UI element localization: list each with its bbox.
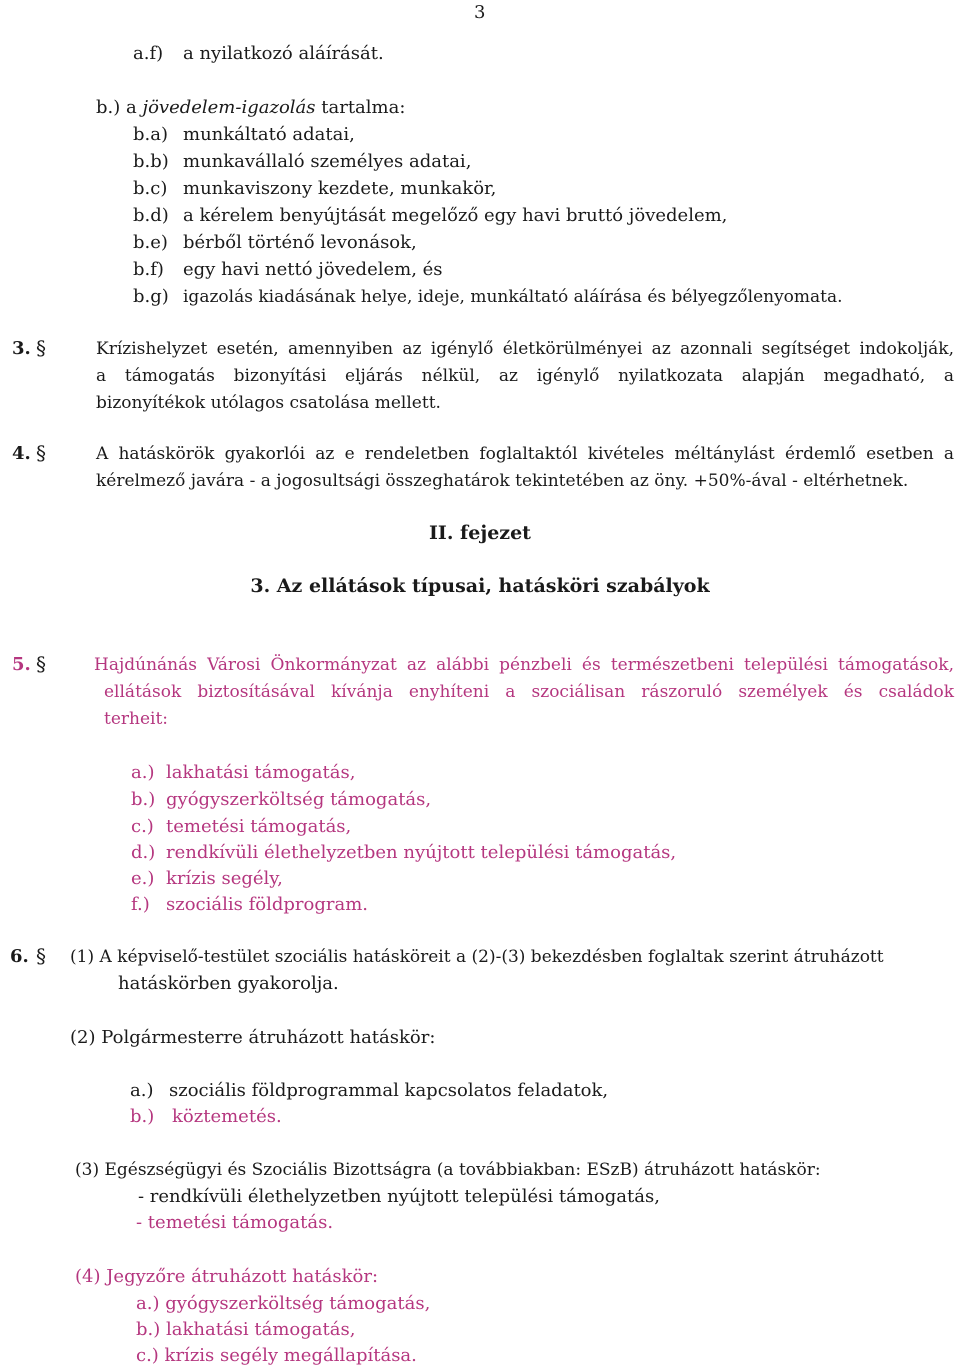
list-item: c.) krízis segély megállapítása.: [136, 1345, 417, 1366]
list-item-label: b.a): [133, 124, 168, 145]
list-item: b.) lakhatási támogatás,: [136, 1319, 356, 1340]
paragraph-line: ellátások biztosításával kívánja enyhíteni a szociálisan rászoruló személyek és családok: [104, 682, 954, 702]
paragraph-number: 6.: [10, 946, 29, 967]
paragraph-line: Krízishelyzet esetén, amennyiben az igénylő életkörülményei az azonnali segítséget indokolják,: [96, 339, 954, 359]
paragraph-line: terheit:: [104, 709, 169, 729]
list-item-text: igazolás kiadásának helye, ideje, munkáltató aláírása és bélyegzőlenyomata.: [183, 287, 843, 307]
subsection-title: (2) Polgármesterre átruházott hatáskör:: [70, 1027, 436, 1048]
list-item-label: b.b): [133, 151, 169, 172]
list-item-text: szociális földprogrammal kapcsolatos feladatok,: [169, 1080, 609, 1101]
list-item-label: b.g): [133, 286, 169, 307]
subsection-title: (4) Jegyzőre átruházott hatáskör:: [75, 1266, 379, 1287]
paragraph-number: 5.: [12, 654, 31, 675]
list-item-label: c.): [131, 816, 154, 837]
list-item-text: munkavállaló személyes adatai,: [183, 151, 472, 172]
list-item-label: b.e): [133, 232, 168, 253]
paragraph-line: kérelmező javára - a jogosultsági összeghatárok tekintetében az öny. +50%-ával - eltérhetnek.: [96, 471, 909, 491]
list-item-text: egy havi nettó jövedelem, és: [183, 259, 443, 280]
list-item-text: munkaviszony kezdete, munkakör,: [183, 178, 497, 199]
list-item-text: bérből történő levonások,: [183, 232, 417, 253]
item-b-title-pre: a: [126, 97, 137, 118]
list-item-text: gyógyszerköltség támogatás,: [166, 789, 432, 810]
list-item-text: rendkívüli élethelyzetben nyújtott települési támogatás,: [166, 842, 677, 863]
item-af-text: a nyilatkozó aláírását.: [183, 43, 384, 64]
item-af-label: a.f): [133, 43, 164, 64]
list-item-label: b.): [130, 1106, 155, 1127]
list-item-text: temetési támogatás,: [166, 816, 352, 837]
list-item-label: f.): [131, 894, 150, 915]
list-item-label: b.): [131, 789, 156, 810]
list-item-text: köztemetés.: [172, 1106, 282, 1127]
list-item: a.) gyógyszerköltség támogatás,: [136, 1293, 431, 1314]
chapter-heading: II. fejezet: [429, 522, 531, 544]
list-item-text: a kérelem benyújtását megelőző egy havi bruttó jövedelem,: [183, 205, 728, 226]
paragraph-line: (1) A képviselő-testület szociális hatásköreit a (2)-(3) bekezdésben foglaltak szerint átruházott: [70, 947, 884, 967]
paragraph-line: a támogatás bizonyítási eljárás nélkül, az igénylő nyilatkozata alapján megadható, a: [96, 366, 954, 386]
list-item-text: krízis segély,: [166, 868, 283, 889]
item-b-title-italic: jövedelem-igazolás: [142, 97, 316, 118]
item-b-title-post: tartalma:: [321, 97, 406, 118]
paragraph-line: hatáskörben gyakorolja.: [118, 973, 339, 994]
subsection-title: (3) Egészségügyi és Szociális Bizottságra (a továbbiakban: ESzB) átruházott hatáskör:: [75, 1160, 821, 1180]
list-item-label: d.): [131, 842, 156, 863]
paragraph-number: 4.: [12, 443, 31, 464]
section-sign-icon: §: [36, 944, 46, 968]
item-b-heading: [96, 97, 405, 119]
list-item-label: a.): [130, 1080, 154, 1101]
paragraph-line: bizonyítékok utólagos csatolása mellett.: [96, 393, 441, 413]
list-item-label: e.): [131, 868, 155, 889]
list-item-label: b.c): [133, 178, 168, 199]
section-sign-icon: §: [36, 336, 46, 360]
list-item-label: b.d): [133, 205, 169, 226]
list-item-label: a.): [131, 762, 155, 783]
list-item-text: lakhatási támogatás,: [166, 762, 356, 783]
paragraph-line: Hajdúnánás Városi Önkormányzat az alábbi pénzbeli és természetbeni települési támogatások,: [94, 655, 954, 675]
section-sign-icon: §: [36, 652, 46, 676]
list-item-text: szociális földprogram.: [166, 894, 368, 915]
list-item: - temetési támogatás.: [136, 1212, 334, 1233]
chapter-title: 3. Az ellátások típusai, hatásköri szabályok: [250, 575, 710, 597]
page-number: 3: [474, 2, 486, 23]
item-b-label: b.): [96, 97, 121, 118]
list-item-text: munkáltató adatai,: [183, 124, 355, 145]
paragraph-number: 3.: [12, 338, 31, 359]
paragraph-line: A hatáskörök gyakorlói az e rendeletben foglaltaktól kivételes méltánylást érdemlő esetben a: [96, 444, 954, 464]
list-item-label: b.f): [133, 259, 164, 280]
list-item: - rendkívüli élethelyzetben nyújtott települési támogatás,: [138, 1186, 660, 1207]
section-sign-icon: §: [36, 441, 46, 465]
